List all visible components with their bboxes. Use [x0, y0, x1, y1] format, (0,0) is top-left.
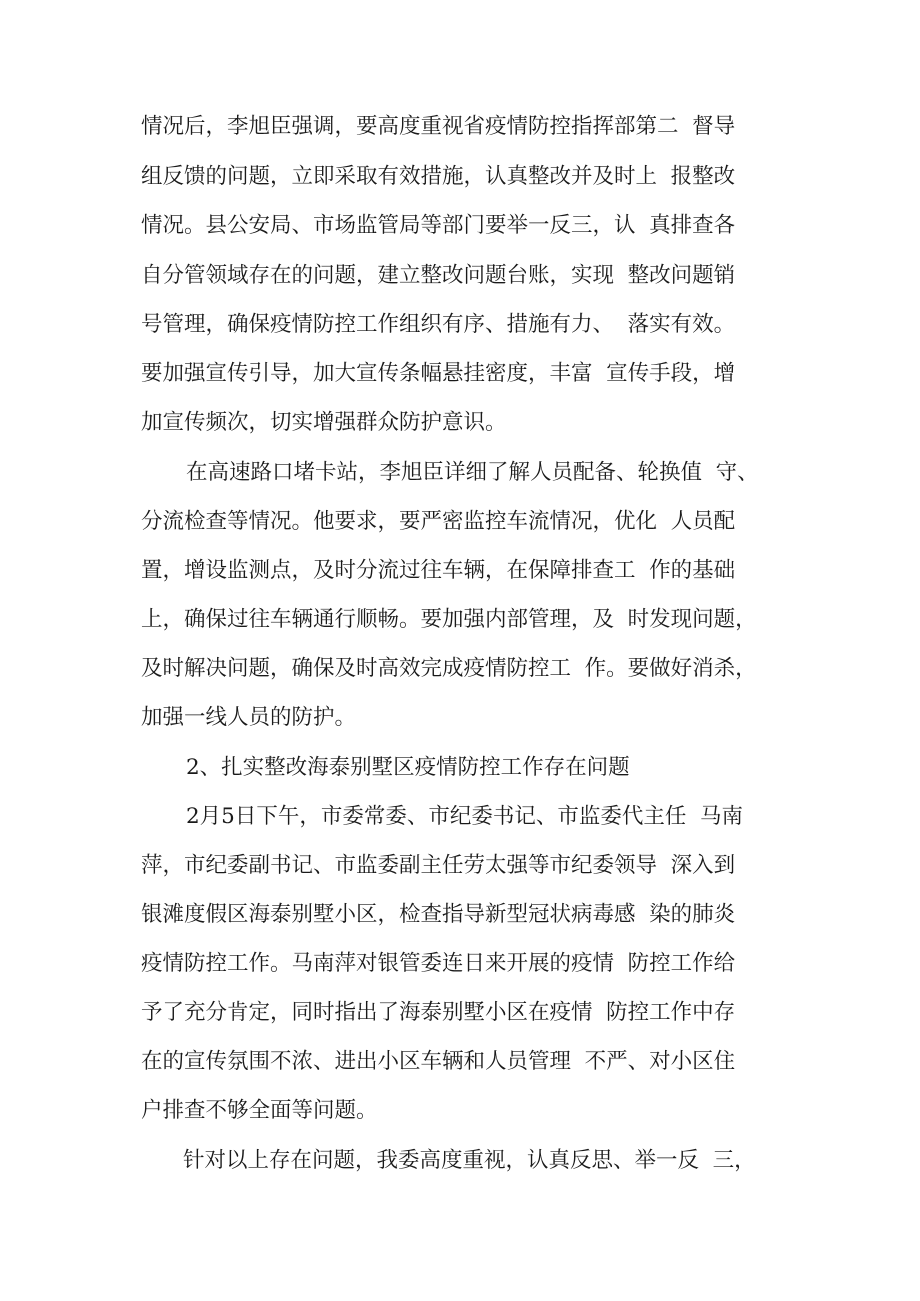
text-line: 银滩度假区海泰别墅小区，检查指导新型冠状病毒感 染的肺炎	[141, 902, 736, 927]
text-line: 分流检查等情况。他要求，要严密监控车流情况，优化 人员配	[141, 509, 736, 534]
text-line: 上，确保过往车辆通行顺畅。要加强内部管理，及 时发现问题，	[141, 607, 757, 632]
text-line: 加宣传频次，切实增强群众防护意识。	[141, 410, 507, 435]
paragraph-first-line: 针对以上存在问题，我委高度重视，认真反思、举一反 三，	[183, 1148, 756, 1173]
text-line: 疫情防控工作。马南萍对银管委连日来开展的疫情 防控工作给	[141, 951, 736, 976]
text-line: 萍，市纪委副书记、市监委副主任劳太强等市纪委领导 深入到	[141, 853, 736, 878]
text-line: 组反馈的问题，立即采取有效措施，认真整改并及时上 报整改	[141, 164, 736, 189]
text-line: 户排查不够全面等问题。	[141, 1098, 378, 1123]
text-line: 予了充分肯定，同时指出了海泰别墅小区在疫情 防控工作中存	[141, 1000, 736, 1025]
paragraph-first-line: 在高速路口堵卡站，李旭臣详细了解人员配备、轮换值 守、	[186, 460, 759, 485]
text-line: 情况后，李旭臣强调，要高度重视省疫情防控指挥部第二 督导	[141, 114, 736, 139]
section-heading: 2、扎实整改海泰别墅区疫情防控工作存在问题	[186, 755, 630, 780]
text-line: 要加强宣传引导，加大宣传条幅悬挂密度，丰富 宣传手段，增	[141, 361, 736, 386]
text-line: 加强一线人员的防护。	[141, 705, 357, 730]
text-line: 自分管领域存在的问题，建立整改问题台账，实现 整改问题销	[141, 263, 736, 288]
text-line: 置，增设监测点，及时分流过往车辆，在保障排查工 作的基础	[141, 558, 736, 583]
text-line: 在的宣传氛围不浓、进出小区车辆和人员管理 不严、对小区住	[141, 1049, 736, 1074]
paragraph-first-line: 2月5日下午，市委常委、市纪委书记、市监委代主任 马南	[186, 804, 744, 829]
text-line: 情况。县公安局、市场监管局等部门要举一反三，认 真排查各	[141, 213, 736, 238]
text-line: 号管理，确保疫情防控工作组织有序、措施有力、 落实有效。	[141, 312, 736, 337]
text-line: 及时解决问题，确保及时高效完成疫情防控工 作。要做好消杀，	[141, 656, 757, 681]
